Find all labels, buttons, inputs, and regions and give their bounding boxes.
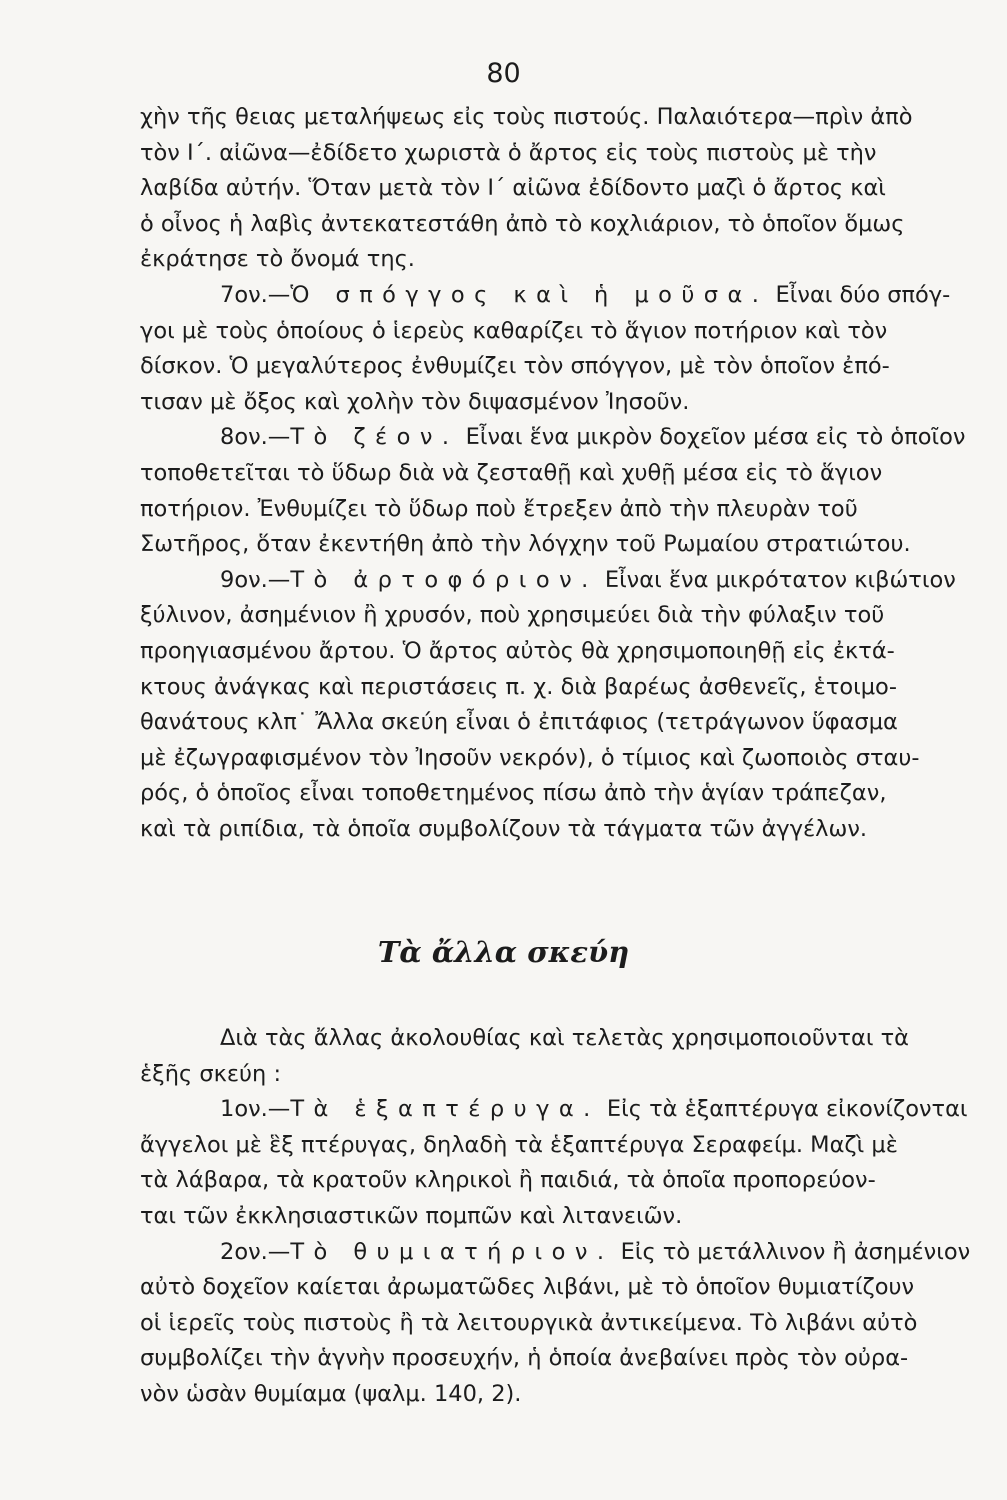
text-line [140, 492, 990, 528]
line-text: Σωτῆρος, ὅταν ἐκεντήθη ἀπὸ τὴν λόγχην τοῦ Ρωμαίου στρατιώτου. [140, 531, 911, 558]
text-line [140, 1377, 990, 1413]
line-text: τὸν Ι΄. αἰῶνα—ἐδίδετο χωριστὰ ὁ ἄρτος εἰς τοὺς πιστοὺς μὲ τὴν [140, 139, 877, 166]
line-text-rest: Εἶναι δύο σπόγ- [768, 281, 951, 308]
text-line [140, 776, 990, 812]
text-line [140, 1341, 990, 1377]
line-text: κτους ἀνάγκας καὶ περιστάσεις π. χ. διὰ βαρέως ἀσθενεῖς, ἑτοιμο- [140, 673, 897, 700]
line-text: χὴν τῆς θειας μεταλήψεως εἰς τοὺς πιστούς. Παλαιότερα—πρὶν ἀπὸ [140, 104, 913, 130]
text-line [140, 171, 990, 207]
body-text [140, 100, 990, 847]
text-line [140, 207, 990, 243]
line-text: ξύλινον, ἀσημένιον ἢ χρυσόν, ποὺ χρησιμεύει διὰ τὴν φύλαξιν τοῦ [140, 602, 885, 629]
line-text: 9ον.— [220, 566, 291, 593]
line-text: ἑξῆς σκεύη : [140, 1060, 282, 1087]
line-text: Διὰ τὰς ἄλλας ἀκολουθίας καὶ τελετὰς χρησιμοποιοῦνται τὰ [220, 1025, 909, 1051]
line-text: ρός, ὁ ὁποῖος εἶναι τοποθετημένος πίσω ἀπὸ τὴν ἁγίαν τράπεζαν, [140, 780, 887, 807]
line-text: μὲ ἐζωγραφισμένον τὸν Ἰησοῦν νεκρόν), ὁ τίμιος καὶ ζωοποιὸς σταυ- [140, 744, 920, 771]
line-text: νὸν ὡσὰν θυμίαμα (ψαλμ. 140, 2). [140, 1380, 522, 1407]
text-line [140, 741, 990, 777]
item-title: Τὸ θυμιατήριον. [290, 1238, 614, 1265]
line-text: τὰ λάβαρα, τὰ κρατοῦν κληρικοὶ ἢ παιδιά, τὰ ὁποῖα προπορεύον- [140, 1167, 876, 1194]
text-line [140, 634, 990, 670]
text-line [140, 527, 990, 563]
line-text: 2ον.— [220, 1238, 291, 1265]
line-text-rest: Εἰς τὰ ἑξαπτέρυγα εἰκονίζονται [599, 1096, 968, 1123]
line-text: θανάτους κλπ˙ Ἄλλα σκεύη εἶναι ὁ ἐπιτάφιος (τετράγωνον ὕφασμα [140, 709, 898, 736]
text-line [140, 1092, 990, 1128]
line-text: 7ον.— [220, 281, 291, 308]
line-text: λαβίδα αὐτήν. Ὅταν μετὰ τὸν Ι΄ αἰῶνα ἐδίδοντο μαζὶ ὁ ἄρτος καὶ [140, 175, 886, 202]
text-line [140, 242, 990, 278]
line-text: ἄγγελοι μὲ ἓξ πτέρυγας, δηλαδὴ τὰ ἑξαπτέρυγα Σεραφείμ. Μαζὶ μὲ [140, 1131, 898, 1158]
text-line [140, 1057, 990, 1093]
text-line [140, 420, 990, 456]
line-text-rest: Εἰς τὸ μετάλλινον ἢ ἀσημένιον [613, 1238, 971, 1265]
text-line [140, 812, 990, 848]
text-line [140, 349, 990, 385]
line-text: δίσκον. Ὁ μεγαλύτερος ἐνθυμίζει τὸν σπόγγον, μὲ τὸν ὁποῖον ἐπό- [140, 353, 890, 380]
item-title: Τὸ ἀρτοφόριον. [290, 566, 598, 593]
line-text: τοποθετεῖται τὸ ὕδωρ διὰ νὰ ζεσταθῇ καὶ χυθῇ μέσα εἰς τὸ ἅγιον [140, 459, 883, 486]
text-line [140, 563, 990, 599]
text-line [140, 456, 990, 492]
text-line [140, 670, 990, 706]
line-text: προηγιασμένου ἄρτου. Ὁ ἄρτος αὐτὸς θὰ χρησιμοποιηθῇ εἰς ἐκτά- [140, 637, 895, 664]
text-line [140, 314, 990, 350]
text-line [140, 1306, 990, 1342]
line-text: τισαν μὲ ὄξος καὶ χολὴν τὸν διψασμένον Ἰησοῦν. [140, 388, 690, 415]
line-text: ὁ οἶνος ἡ λαβὶς ἀντεκατεστάθη ἀπὸ τὸ κοχλιάριον, τὸ ὁποῖον ὅμως [140, 210, 905, 237]
text-line [140, 278, 990, 314]
item-title: Τὰ ἑξαπτέρυγα. [290, 1096, 600, 1123]
line-text: καὶ τὰ ριπίδια, τὰ ὁποῖα συμβολίζουν τὰ τάγματα τῶν ἀγγέλων. [140, 815, 868, 842]
text-line [140, 100, 990, 136]
text-line [140, 1199, 990, 1235]
line-text: οἱ ἱερεῖς τοὺς πιστοὺς ἢ τὰ λειτουργικὰ ἀντικείμενα. Τὸ λιβάνι αὐτὸ [140, 1309, 918, 1336]
page-number: 80 [486, 58, 521, 89]
line-text: ποτήριον. Ἐνθυμίζει τὸ ὕδωρ ποὺ ἔτρεξεν ἀπὸ τὴν πλευρὰν τοῦ [140, 495, 858, 522]
text-line [140, 1163, 990, 1199]
text-line [140, 136, 990, 172]
text-line [140, 705, 990, 741]
text-line [140, 385, 990, 421]
line-text: αὐτὸ δοχεῖον καίεται ἀρωματῶδες λιβάνι, μὲ τὸ ὁποῖον θυμιατίζουν [140, 1274, 915, 1301]
line-text: 8ον.— [220, 424, 291, 451]
line-text: γοι μὲ τοὺς ὁποίους ὁ ἱερεὺς καθαρίζει τὸ ἅγιον ποτήριον καὶ τὸν [140, 317, 888, 344]
section-text [140, 1021, 990, 1413]
item-title: Ὁ σπόγγος καὶ ἡ μοῦσα. [290, 281, 769, 308]
text-line [140, 598, 990, 634]
line-text: ται τῶν ἐκκλησιαστικῶν πομπῶν καὶ λιτανειῶν. [140, 1202, 683, 1229]
line-text: συμβολίζει τὴν ἁγνὴν προσευχήν, ἡ ὁποία ἀνεβαίνει πρὸς τὸν οὐρα- [140, 1345, 909, 1372]
line-text-rest: Εἶναι ἕνα μικρὸν δοχεῖον μέσα εἰς τὸ ὁποῖον [458, 424, 966, 451]
text-line [140, 1235, 990, 1271]
text-line [140, 1021, 990, 1057]
section-heading: Τὰ ἄλλα σκεύη [377, 935, 630, 969]
text-line [140, 1270, 990, 1306]
line-text-rest: Εἶναι ἕνα μικρότατον κιβώτιον [597, 566, 956, 593]
line-text: ἐκράτησε τὸ ὄνομά της. [140, 246, 415, 273]
item-title: Τὸ ζέον. [290, 424, 459, 451]
text-line [140, 1128, 990, 1164]
line-text: 1ον.— [220, 1096, 291, 1123]
